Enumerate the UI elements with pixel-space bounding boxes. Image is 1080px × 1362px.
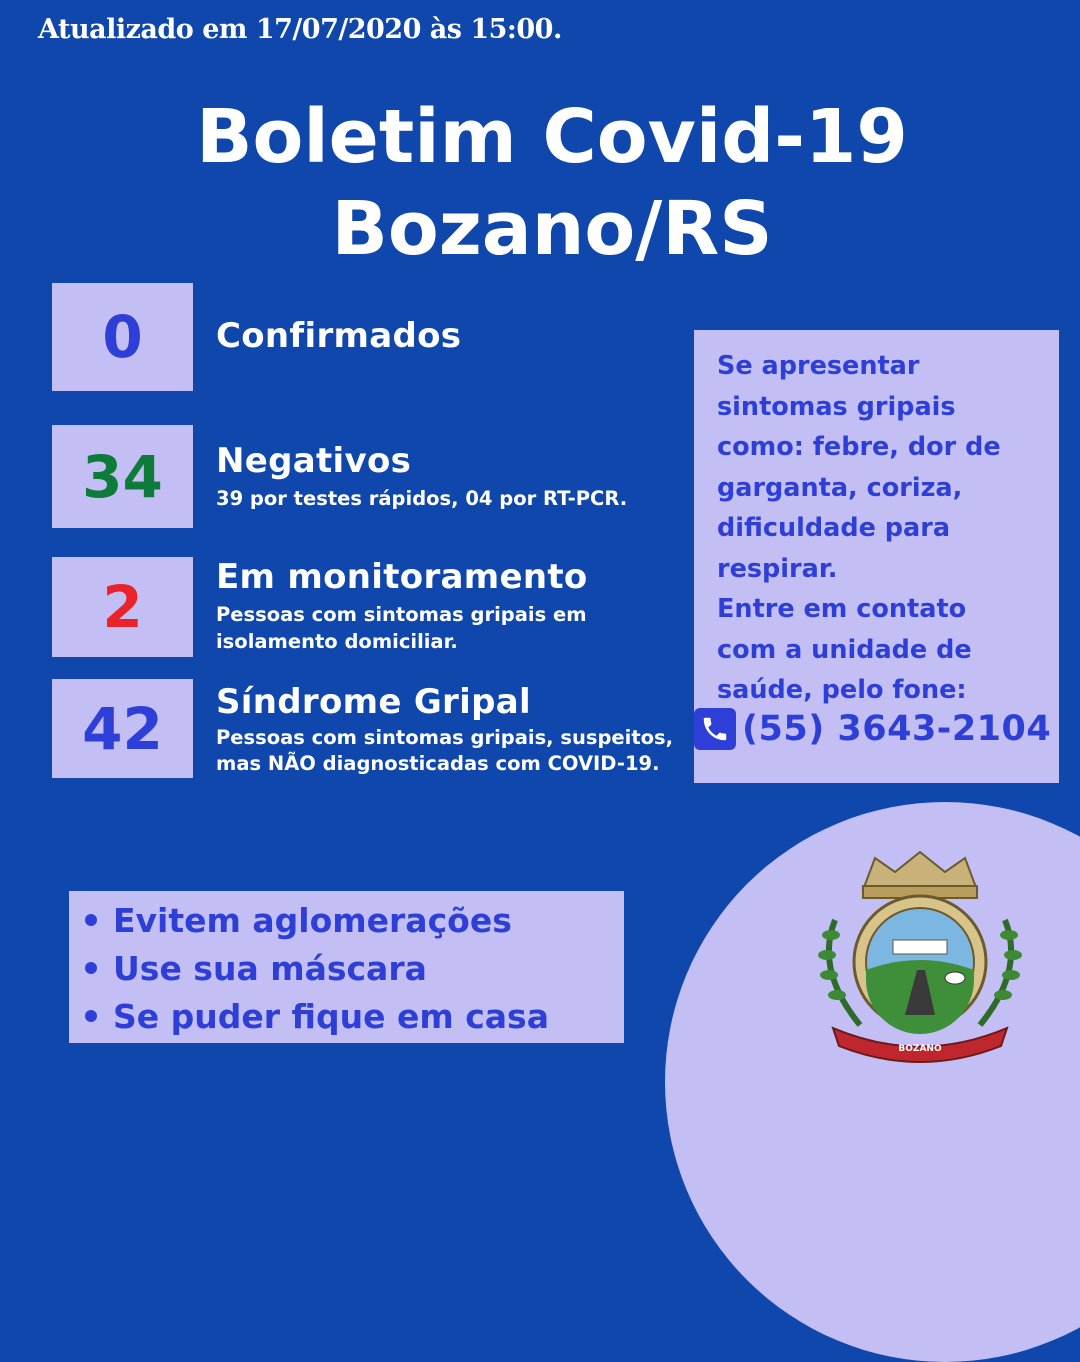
symptoms-info-text (717, 346, 1047, 711)
tip-item: Evitem aglomerações (85, 901, 512, 940)
page-title-line1: Boletim Covid-19 (196, 94, 908, 180)
prevention-tips-panel (69, 891, 624, 1043)
monitoring-subtext-2: isolamento domiciliar. (216, 630, 458, 653)
tip-item: Se puder fique em casa (85, 997, 549, 1036)
info-line: Se apresentar (717, 351, 920, 381)
tip-item: Use sua máscara (85, 949, 427, 988)
info-line: respirar. (717, 553, 838, 584)
monitoring-subtext-1: Pessoas com sintomas gripais em (216, 603, 587, 626)
negative-subtext: 39 por testes rápidos, 04 por RT-PCR. (216, 487, 628, 510)
info-line: dificuldade para (717, 513, 951, 543)
flu-syndrome-subtext-2: mas NÃO diagnosticadas com COVID-19. (216, 752, 660, 775)
flu-syndrome-count: 42 (52, 679, 193, 778)
phone-number[interactable]: (55) 3643-2104 (742, 709, 1052, 749)
crest-ribbon-text: BOZANO (898, 1044, 942, 1054)
negative-label: Negativos (216, 441, 412, 481)
updated-timestamp: Atualizado em 17/07/2020 às 15:00. (38, 14, 562, 45)
bullet-icon (85, 914, 97, 926)
info-line: com a unidade de (717, 634, 972, 665)
negative-count: 34 (52, 425, 193, 528)
municipal-crest-emblem (805, 850, 1035, 1065)
phone-contact (694, 708, 1051, 750)
page-title-line2: Bozano/RS (331, 186, 773, 272)
info-line: saúde, pelo fone: (717, 675, 967, 705)
bullet-icon (85, 962, 97, 974)
flu-syndrome-label: Síndrome Gripal (216, 682, 531, 722)
info-line: sintomas gripais (717, 391, 956, 422)
bullet-icon (85, 1010, 97, 1022)
monitoring-label: Em monitoramento (216, 557, 588, 597)
phone-icon (694, 708, 736, 750)
confirmed-label: Confirmados (216, 316, 462, 356)
flu-syndrome-subtext-1: Pessoas com sintomas gripais, suspeitos, (216, 726, 674, 749)
info-line: como: febre, dor de (717, 432, 1001, 462)
info-line: Entre em contato (717, 594, 967, 624)
confirmed-count: 0 (52, 283, 193, 391)
symptoms-info-panel (694, 330, 1059, 783)
info-line: garganta, coriza, (717, 472, 963, 503)
monitoring-count: 2 (52, 557, 193, 657)
